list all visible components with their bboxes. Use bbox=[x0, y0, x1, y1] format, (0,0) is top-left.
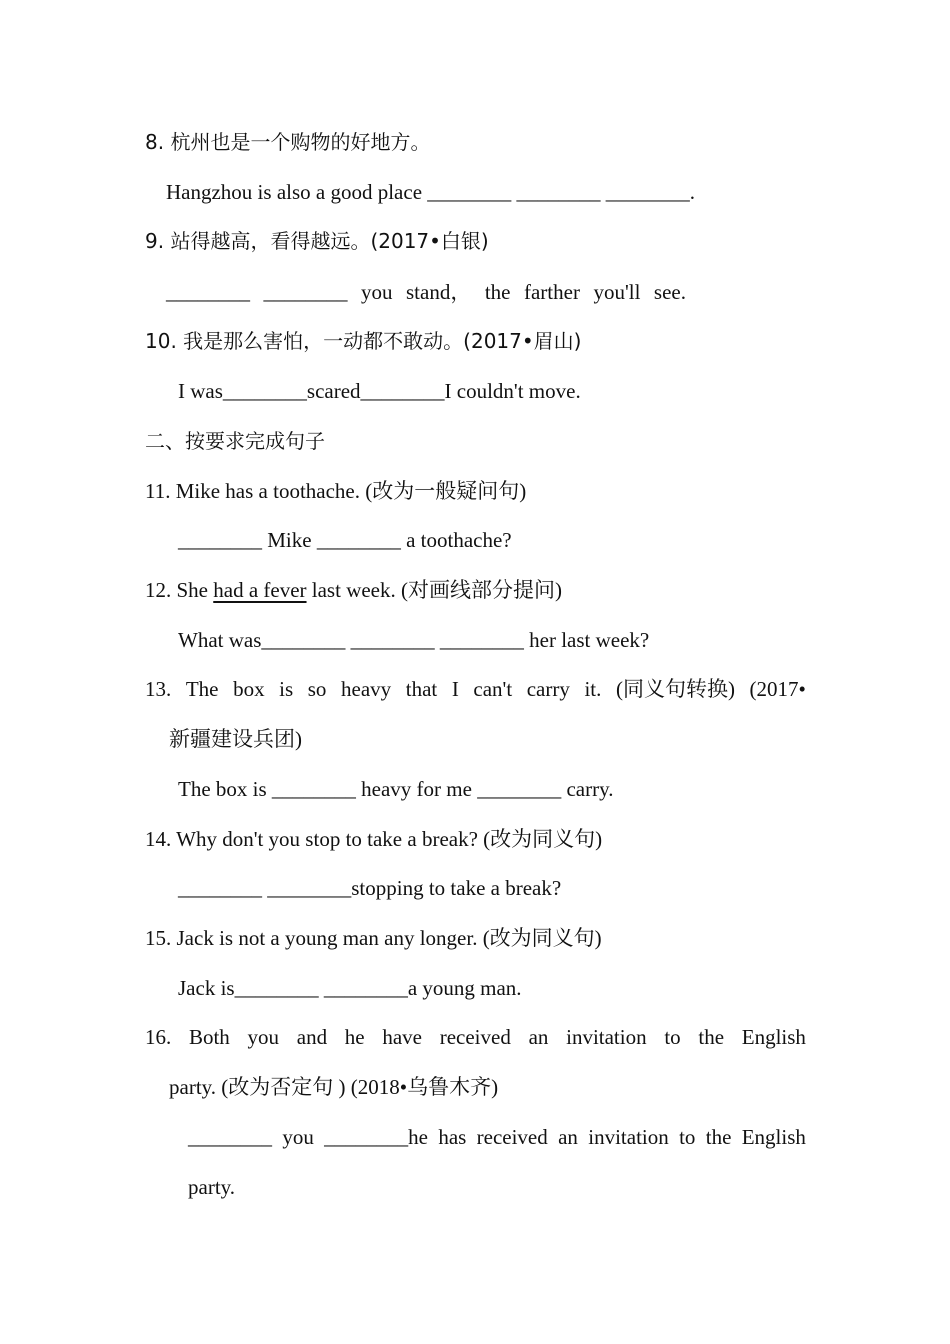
q16-answer-word: to bbox=[679, 1125, 696, 1149]
q16-word: invitation bbox=[566, 1025, 647, 1049]
q16-answer bbox=[188, 1123, 806, 1151]
q9-word: you'll bbox=[593, 280, 641, 304]
q16-word: to bbox=[664, 1025, 681, 1049]
q16-word: the bbox=[698, 1025, 725, 1049]
q13-word: is bbox=[279, 677, 294, 701]
q13-word: box bbox=[233, 677, 265, 701]
q8-chinese: 8. 杭州也是一个购物的好地方。 bbox=[145, 130, 431, 154]
q16-prompt bbox=[145, 1023, 806, 1051]
q16-prompt-continued: party. (改为否定句 ) (2018•乌鲁木齐) bbox=[169, 1075, 499, 1099]
q9-word: see. bbox=[653, 280, 686, 304]
q16-word: Both bbox=[188, 1025, 230, 1049]
q14-prompt: 14. Why don't you stop to take a break? (改为同义句) bbox=[145, 827, 603, 851]
q9-word: stand， bbox=[406, 280, 472, 304]
q9-word: you bbox=[361, 280, 393, 304]
q13-word: that bbox=[405, 677, 438, 701]
q13-word: (同义句转换) bbox=[615, 677, 735, 701]
q13-word: carry bbox=[526, 677, 570, 701]
q9-english bbox=[166, 278, 686, 306]
q16-answer-word: has bbox=[438, 1125, 467, 1149]
q13-word: it. bbox=[584, 677, 602, 701]
q15-prompt: 15. Jack is not a young man any longer. (改为同义句) bbox=[145, 926, 602, 950]
q15-answer: Jack is________ ________a young man. bbox=[178, 976, 522, 1000]
q13-answer: The box is ________ heavy for me ________ carry. bbox=[178, 777, 614, 801]
q12-answer: What was________ ________ ________ her last week? bbox=[178, 628, 650, 652]
q10-english: I was________scared________I couldn't move. bbox=[178, 379, 581, 403]
q12-prefix: 12. She bbox=[145, 578, 214, 602]
q16-word: and bbox=[296, 1025, 328, 1049]
q13-prompt-continued: 新疆建设兵团) bbox=[169, 727, 302, 751]
q11-answer: ________ Mike ________ a toothache? bbox=[178, 528, 512, 552]
q13-word: heavy bbox=[341, 677, 392, 701]
q16-word: you bbox=[247, 1025, 280, 1049]
q13-word: (2017• bbox=[749, 677, 806, 701]
q9-chinese: 9. 站得越高，看得越远。(2017•白银) bbox=[145, 229, 489, 253]
q10-chinese: 10. 我是那么害怕，一动都不敢动。(2017•眉山) bbox=[145, 329, 582, 353]
q13-word: I bbox=[451, 677, 459, 701]
q16-word: received bbox=[439, 1025, 511, 1049]
q13-word: can't bbox=[473, 677, 513, 701]
section-heading: 二、按要求完成句子 bbox=[145, 429, 325, 453]
q16-answer-word: you bbox=[282, 1125, 314, 1149]
q13-prompt bbox=[145, 675, 806, 703]
q16-word: English bbox=[741, 1025, 806, 1049]
q16-answer-word: ________he bbox=[324, 1125, 428, 1149]
q13-word: The bbox=[185, 677, 219, 701]
q16-answer-word: an bbox=[558, 1125, 578, 1149]
q9-word: ________ bbox=[263, 280, 348, 304]
q9-word: farther bbox=[523, 280, 580, 304]
q16-answer-word: ________ bbox=[188, 1125, 272, 1149]
q16-answer-continued: party. bbox=[188, 1175, 236, 1199]
q12-prompt bbox=[145, 576, 562, 604]
q16-answer-word: the bbox=[705, 1125, 732, 1149]
q16-word: have bbox=[382, 1025, 422, 1049]
q16-answer-word: English bbox=[741, 1125, 806, 1149]
q16-word: 16. bbox=[145, 1025, 172, 1049]
q14-answer: ________ ________stopping to take a break? bbox=[178, 876, 562, 900]
q12-underlined-phrase: had a fever bbox=[213, 578, 307, 602]
q16-word: an bbox=[528, 1025, 549, 1049]
q9-word: the bbox=[484, 280, 511, 304]
q11-prompt: 11. Mike has a toothache. (改为一般疑问句) bbox=[145, 479, 527, 503]
q8-english: Hangzhou is also a good place ________ ________ ________. bbox=[166, 180, 696, 204]
q12-suffix: last week. (对画线部分提问) bbox=[306, 578, 562, 602]
q16-answer-word: received bbox=[476, 1125, 548, 1149]
q9-word: ________ bbox=[166, 280, 250, 304]
q13-word: so bbox=[307, 677, 327, 701]
q16-word: he bbox=[344, 1025, 365, 1049]
q16-answer-word: invitation bbox=[588, 1125, 669, 1149]
q13-word: 13. bbox=[145, 677, 172, 701]
